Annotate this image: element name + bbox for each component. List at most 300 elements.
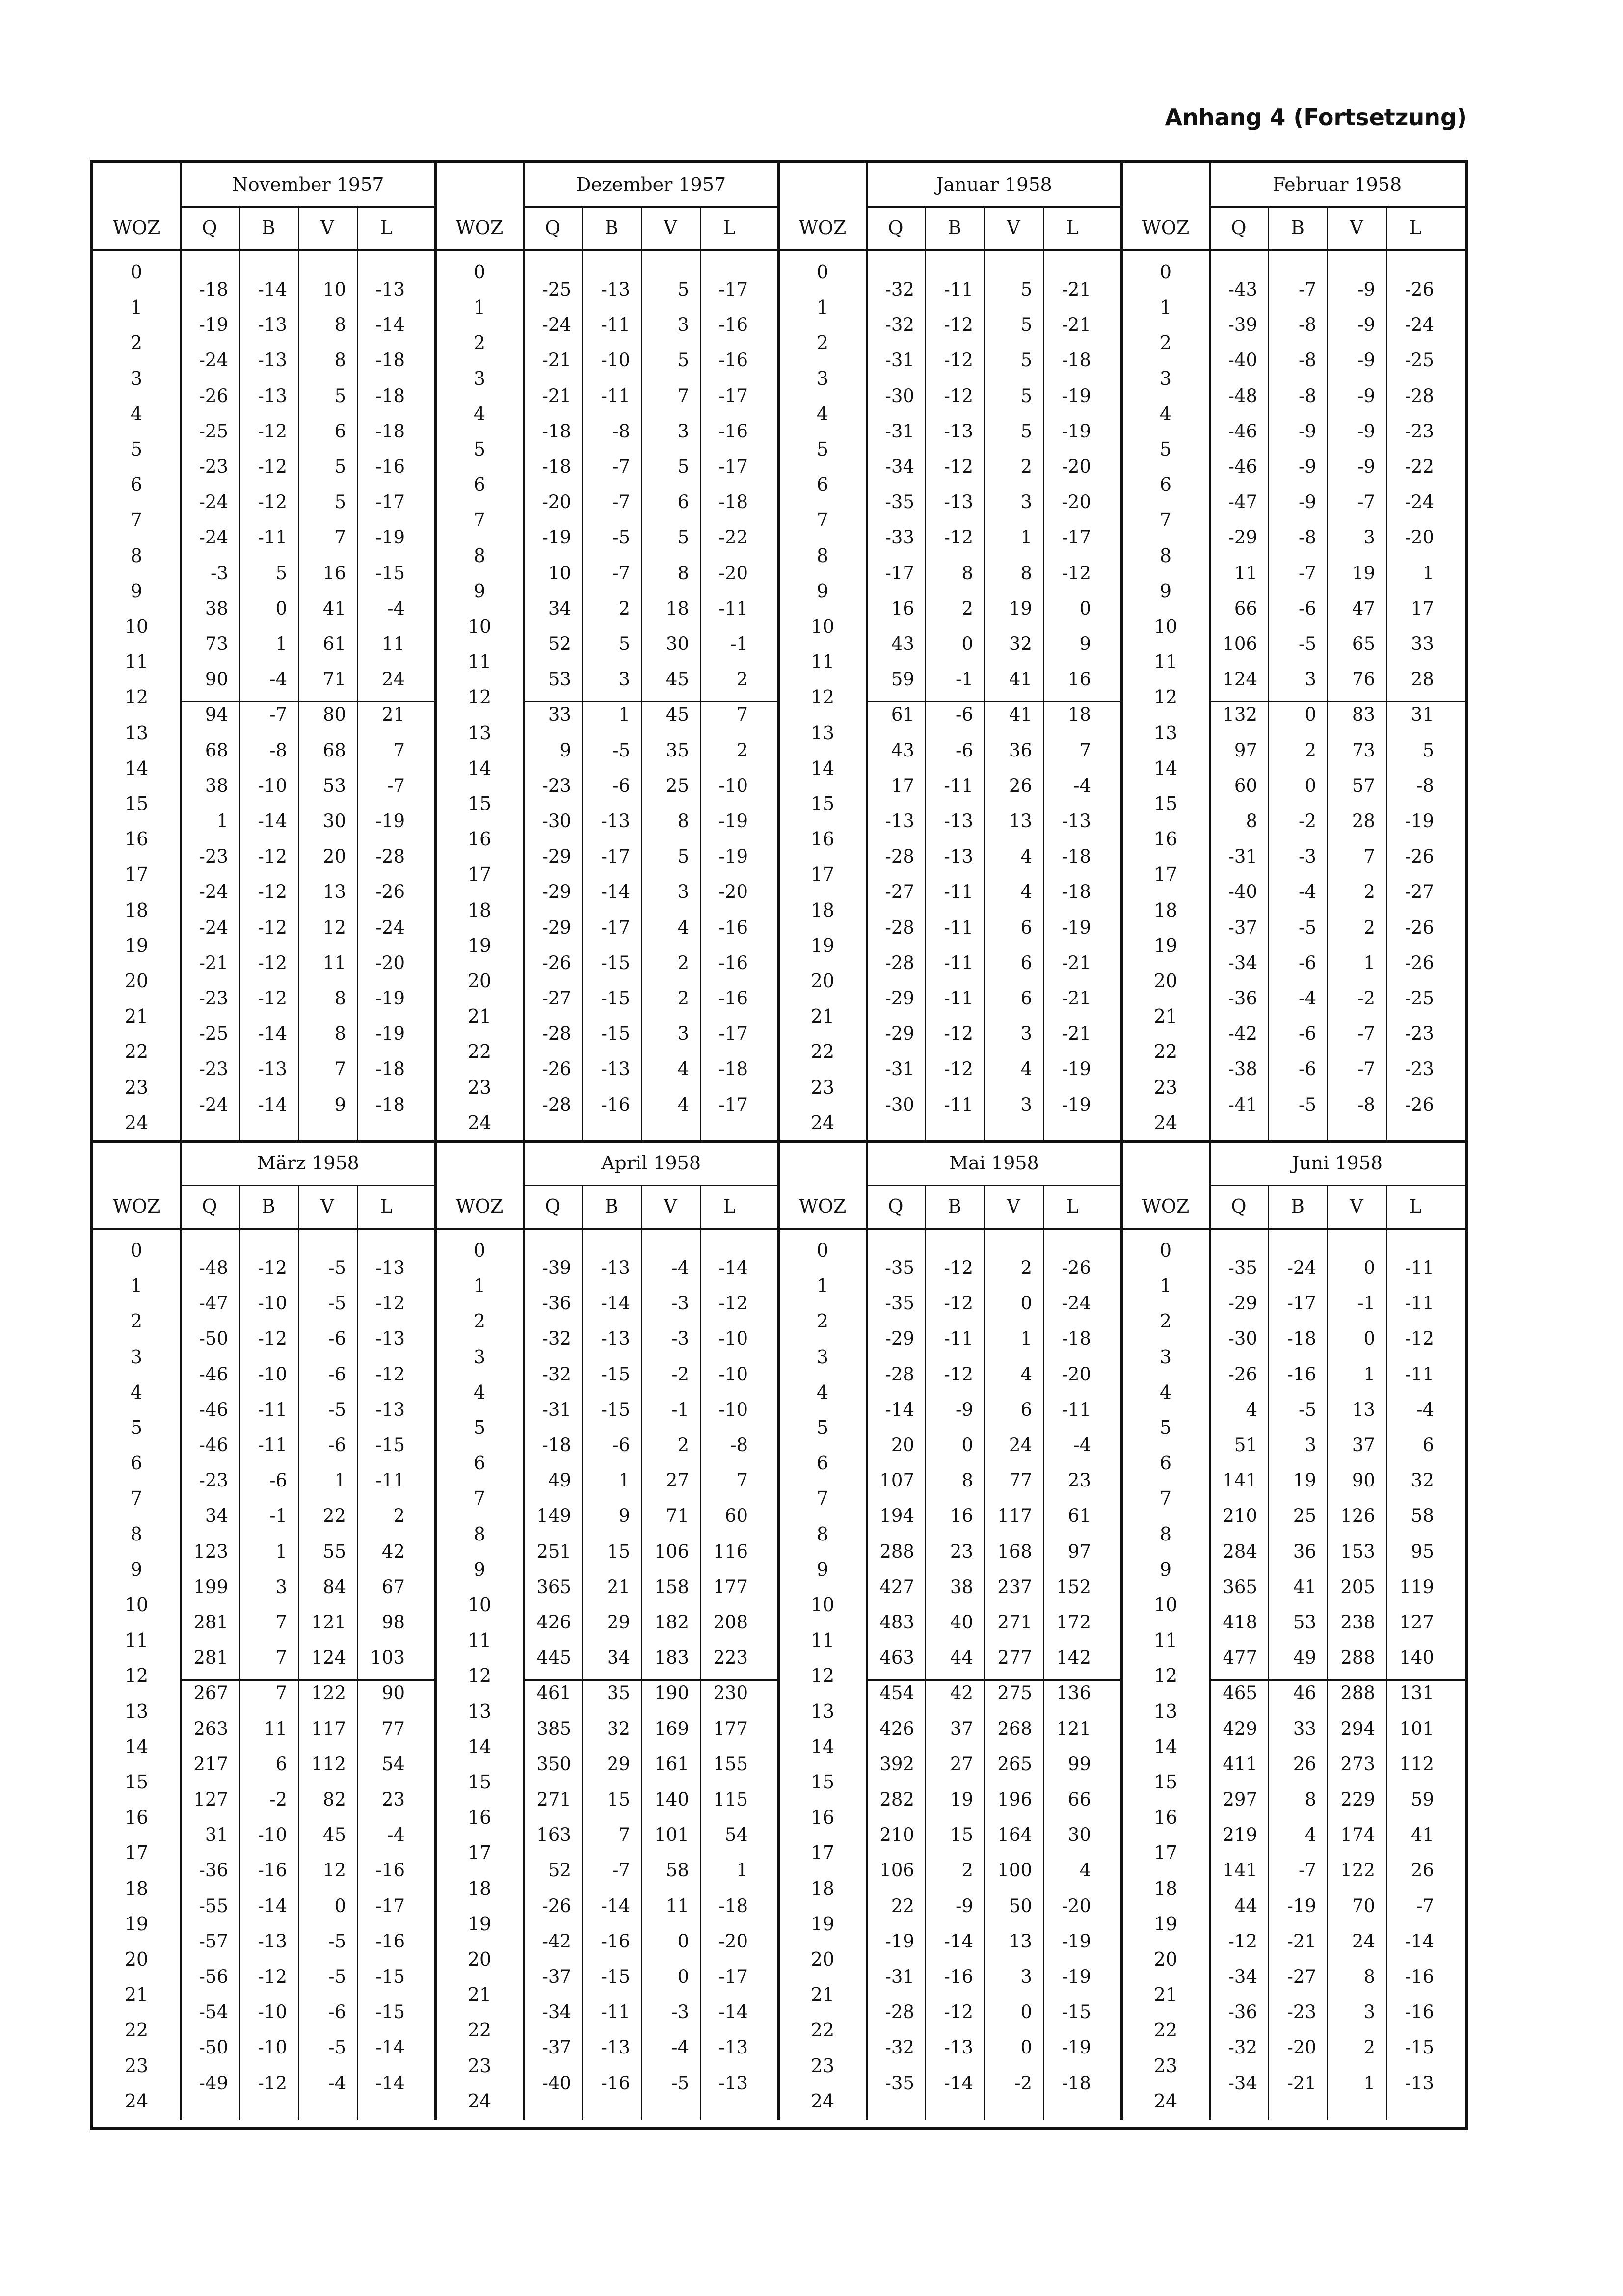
value-cell-q: -36 <box>542 1293 571 1314</box>
column-header-b: B <box>605 1195 618 1217</box>
value-cell-v: 4 <box>1020 1363 1032 1385</box>
value-cell-q: -34 <box>885 456 914 477</box>
value-cell-l: -16 <box>718 917 748 938</box>
value-cell-q: -56 <box>199 1966 228 1987</box>
value-cell-v: 57 <box>1352 775 1375 796</box>
value-cell-v: 90 <box>1352 1470 1375 1491</box>
value-cell-b: -14 <box>944 2072 973 2094</box>
value-cell-v: 196 <box>997 1789 1032 1810</box>
value-cell-q: 418 <box>1223 1612 1257 1633</box>
value-cell-q: 11 <box>1234 562 1257 584</box>
value-cell-l: -14 <box>1405 1930 1434 1952</box>
value-cell-b: 38 <box>950 1576 973 1597</box>
value-cell-q: -23 <box>542 775 571 796</box>
value-cell-l: -11 <box>718 597 748 619</box>
value-cell-b: -13 <box>944 810 973 832</box>
hour-label: 0 <box>1159 1240 1172 1261</box>
hour-label: 4 <box>816 1381 829 1403</box>
value-cell-v: 7 <box>334 527 346 548</box>
hour-label: 0 <box>473 1240 486 1261</box>
value-cell-q: -21 <box>542 350 571 371</box>
value-cell-b: 29 <box>607 1753 630 1775</box>
hour-label: 18 <box>124 899 149 921</box>
value-cell-l: -18 <box>375 420 405 442</box>
value-cell-l: -11 <box>375 1470 405 1491</box>
hour-label: 19 <box>810 934 835 956</box>
value-cell-l: -23 <box>1405 1058 1434 1080</box>
value-cell-b: -5 <box>1298 633 1316 654</box>
value-cell-q: -31 <box>542 1399 571 1420</box>
value-cell-v: 3 <box>1020 1966 1032 1987</box>
hour-label: 17 <box>810 864 835 886</box>
value-cell-q: 132 <box>1223 704 1257 726</box>
column-header-woz: WOZ <box>455 217 504 239</box>
value-cell-v: -5 <box>328 1930 346 1952</box>
value-cell-b: -12 <box>258 1257 287 1278</box>
value-cell-q: -26 <box>542 952 571 973</box>
value-cell-v: 126 <box>1340 1505 1375 1527</box>
value-cell-b: 3 <box>1304 1434 1316 1456</box>
value-cell-v: 0 <box>1020 1293 1032 1314</box>
hour-label: 12 <box>124 1665 149 1687</box>
value-cell-b: -12 <box>944 527 973 548</box>
hour-label: 12 <box>467 1665 492 1687</box>
hour-label: 24 <box>124 1111 149 1134</box>
hour-label: 13 <box>810 722 835 744</box>
column-header-b: B <box>262 1195 275 1217</box>
value-cell-q: -37 <box>542 1966 571 1987</box>
header-underline <box>779 249 1122 251</box>
hour-label: 18 <box>810 1877 835 1899</box>
value-cell-q: 271 <box>536 1789 571 1810</box>
value-cell-l: 42 <box>381 1540 405 1562</box>
value-cell-v: 4 <box>1020 1058 1032 1080</box>
value-cell-v: 24 <box>1009 1434 1032 1456</box>
value-cell-q: -23 <box>199 846 228 867</box>
value-cell-v: 8 <box>1363 1966 1375 1987</box>
value-cell-q: -17 <box>885 562 914 584</box>
hour-label: 11 <box>124 651 149 673</box>
value-cell-q: -26 <box>199 385 228 406</box>
value-cell-b: 53 <box>1293 1612 1316 1633</box>
value-cell-b: -12 <box>258 1328 287 1350</box>
hour-label: 14 <box>1153 1735 1178 1757</box>
value-cell-l: -20 <box>1062 1895 1091 1917</box>
value-cell-v: 7 <box>1363 846 1375 867</box>
value-cell-v: 268 <box>997 1718 1032 1739</box>
value-cell-b: -4 <box>1298 988 1316 1009</box>
value-cell-b: 40 <box>950 1612 973 1633</box>
value-cell-b: 3 <box>618 669 630 690</box>
value-cell-b: -10 <box>258 2037 287 2058</box>
value-cell-l: 24 <box>381 669 405 690</box>
value-cell-b: -13 <box>944 491 973 513</box>
value-cell-v: 65 <box>1352 633 1375 654</box>
value-cell-v: 5 <box>677 456 689 477</box>
value-cell-b: -8 <box>1298 314 1316 336</box>
hour-label: 16 <box>810 1807 835 1829</box>
value-cell-b: -7 <box>612 1860 630 1881</box>
value-cell-l: -13 <box>375 1257 405 1278</box>
value-cell-v: 8 <box>677 810 689 832</box>
value-cell-q: 267 <box>193 1682 228 1704</box>
value-cell-v: 82 <box>322 1789 346 1810</box>
value-cell-v: 7 <box>677 385 689 406</box>
hour-label: 20 <box>1153 1948 1178 1970</box>
value-cell-b: -15 <box>601 1363 630 1385</box>
value-cell-l: 112 <box>1399 1753 1434 1775</box>
value-cell-q: -29 <box>1228 1293 1257 1314</box>
header-underline <box>1122 1228 1465 1230</box>
value-cell-q: -29 <box>542 881 571 903</box>
value-cell-l: -24 <box>1405 314 1434 336</box>
hour-label: 24 <box>1153 1111 1178 1134</box>
value-cell-q: 97 <box>1234 739 1257 761</box>
value-cell-v: -2 <box>671 1363 689 1385</box>
hour-label: 18 <box>1153 899 1178 921</box>
value-cell-b: -5 <box>1298 1399 1316 1420</box>
value-cell-v: 71 <box>322 669 346 690</box>
value-cell-v: 61 <box>322 633 346 654</box>
value-cell-l: 32 <box>1410 1470 1434 1491</box>
hour-label: 3 <box>1159 367 1172 389</box>
value-cell-l: -20 <box>718 881 748 903</box>
value-cell-v: 3 <box>1020 491 1032 513</box>
column-header-b: B <box>605 217 618 239</box>
value-cell-l: -22 <box>718 527 748 548</box>
value-cell-q: 1 <box>216 810 228 832</box>
value-cell-v: 182 <box>654 1612 689 1633</box>
hour-label: 22 <box>810 2019 835 2041</box>
value-cell-q: -30 <box>1228 1328 1257 1350</box>
value-cell-q: -32 <box>885 2037 914 2058</box>
value-cell-b: 44 <box>950 1647 973 1669</box>
value-cell-b: -11 <box>944 775 973 796</box>
value-cell-q: -46 <box>199 1363 228 1385</box>
header-underline <box>436 249 779 251</box>
hour-label: 5 <box>130 1417 143 1438</box>
value-cell-v: 5 <box>677 350 689 371</box>
value-cell-l: -18 <box>718 1058 748 1080</box>
value-cell-v: 161 <box>654 1753 689 1775</box>
value-cell-v: 5 <box>677 846 689 867</box>
value-cell-q: -29 <box>885 1023 914 1045</box>
value-cell-l: -10 <box>718 1328 748 1350</box>
value-cell-v: 2 <box>1363 917 1375 938</box>
value-cell-b: -17 <box>1287 1293 1316 1314</box>
value-cell-b: -12 <box>258 2072 287 2094</box>
value-cell-b: -5 <box>1298 917 1316 938</box>
value-cell-q: 52 <box>548 633 571 654</box>
value-cell-l: -12 <box>1062 562 1091 584</box>
value-cell-v: 9 <box>334 1094 346 1115</box>
value-cell-v: 5 <box>334 491 346 513</box>
value-cell-l: -13 <box>375 279 405 300</box>
value-cell-v: 2 <box>677 988 689 1009</box>
value-cell-b: -12 <box>944 1293 973 1314</box>
value-cell-v: -8 <box>1357 1094 1375 1115</box>
band-separator-line <box>93 1140 1465 1143</box>
month-title: Januar 1958 <box>936 174 1052 195</box>
value-cell-l: 97 <box>1067 1540 1091 1562</box>
value-cell-l: -18 <box>1062 350 1091 371</box>
hour-label: 17 <box>124 864 149 886</box>
page-heading: Anhang 4 (Fortsetzung) <box>1165 104 1467 131</box>
value-cell-l: -18 <box>1062 1328 1091 1350</box>
hour-label: 3 <box>473 367 486 389</box>
value-cell-l: -18 <box>1062 846 1091 867</box>
value-cell-b: 0 <box>1304 704 1316 726</box>
hour-label: 6 <box>816 1452 829 1474</box>
value-cell-q: -31 <box>885 350 914 371</box>
value-cell-b: 42 <box>950 1682 973 1704</box>
hour-label: 11 <box>810 651 835 673</box>
column-header-v: V <box>1350 1195 1363 1217</box>
value-cell-l: -18 <box>1062 2072 1091 2094</box>
value-cell-l: -19 <box>1062 1058 1091 1080</box>
value-cell-b: -9 <box>1298 456 1316 477</box>
value-cell-b: -17 <box>601 917 630 938</box>
value-cell-l: -18 <box>375 385 405 406</box>
value-cell-l: -24 <box>1062 1293 1091 1314</box>
hour-label: 19 <box>467 934 492 956</box>
value-cell-v: 3 <box>677 881 689 903</box>
value-cell-q: -50 <box>199 2037 228 2058</box>
value-cell-q: 463 <box>879 1647 914 1669</box>
value-cell-b: 33 <box>1293 1718 1316 1739</box>
value-cell-l: -14 <box>718 1257 748 1278</box>
hour-label: 21 <box>124 1005 149 1027</box>
value-cell-v: 35 <box>665 739 689 761</box>
value-cell-q: -31 <box>885 1058 914 1080</box>
value-cell-b: -8 <box>612 420 630 442</box>
value-cell-q: 149 <box>536 1505 571 1527</box>
value-cell-q: -50 <box>199 1328 228 1350</box>
value-cell-v: 5 <box>677 527 689 548</box>
value-cell-l: 177 <box>713 1576 748 1597</box>
value-cell-b: -6 <box>269 1470 287 1491</box>
hour-label: 8 <box>130 1523 143 1545</box>
value-cell-b: -3 <box>1298 846 1316 867</box>
hour-label: 1 <box>130 297 143 319</box>
value-cell-q: 427 <box>879 1576 914 1597</box>
hour-label: 2 <box>816 332 829 354</box>
value-cell-q: 465 <box>1223 1682 1257 1704</box>
hour-label: 13 <box>124 1700 149 1722</box>
value-cell-l: 99 <box>1067 1753 1091 1775</box>
value-cell-l: -19 <box>718 846 748 867</box>
hour-label: 14 <box>124 1735 149 1757</box>
value-cell-b: -7 <box>1298 279 1316 300</box>
hour-label: 12 <box>1153 1665 1178 1687</box>
value-cell-q: -31 <box>1228 846 1257 867</box>
value-cell-v: 3 <box>1363 527 1375 548</box>
column-header-v: V <box>1007 1195 1020 1217</box>
value-cell-l: -16 <box>718 350 748 371</box>
value-cell-l: 136 <box>1056 1682 1091 1704</box>
value-cell-l: -19 <box>1062 917 1091 938</box>
value-cell-l: -13 <box>718 2072 748 2094</box>
hour-label: 13 <box>124 722 149 744</box>
value-cell-q: -32 <box>885 279 914 300</box>
hour-label: 3 <box>130 367 143 389</box>
value-cell-l: -13 <box>375 1399 405 1420</box>
value-cell-b: -11 <box>944 952 973 973</box>
value-cell-q: -18 <box>199 279 228 300</box>
value-cell-v: 5 <box>1020 279 1032 300</box>
value-cell-l: -4 <box>1073 1434 1091 1456</box>
value-cell-q: 34 <box>548 597 571 619</box>
value-cell-b: -8 <box>269 739 287 761</box>
hour-label: 8 <box>473 544 486 567</box>
value-cell-q: -42 <box>542 1930 571 1952</box>
value-cell-q: -34 <box>542 2001 571 2023</box>
hour-label: 11 <box>810 1629 835 1651</box>
value-cell-l: -12 <box>375 1363 405 1385</box>
hour-label: 17 <box>467 1842 492 1864</box>
value-cell-v: 5 <box>1020 314 1032 336</box>
hour-label: 24 <box>1153 2090 1178 2112</box>
hour-label: 15 <box>810 793 835 814</box>
hour-label: 21 <box>810 1984 835 2006</box>
value-cell-b: -6 <box>955 739 973 761</box>
value-cell-v: 2 <box>1020 1257 1032 1278</box>
value-cell-b: 27 <box>950 1753 973 1775</box>
value-cell-q: -28 <box>542 1023 571 1045</box>
value-cell-b: -16 <box>601 2072 630 2094</box>
value-cell-l: -15 <box>1405 2037 1434 2058</box>
hour-label: 23 <box>467 1076 492 1098</box>
value-cell-b: -15 <box>601 1023 630 1045</box>
hour-label: 24 <box>467 1111 492 1134</box>
hour-label: 1 <box>130 1275 143 1297</box>
value-cell-b: 26 <box>1293 1753 1316 1775</box>
value-cell-l: 6 <box>1422 1434 1434 1456</box>
value-cell-v: 122 <box>311 1682 346 1704</box>
value-cell-b: -11 <box>944 988 973 1009</box>
value-cell-q: -48 <box>1228 385 1257 406</box>
hour-label: 15 <box>1153 793 1178 814</box>
value-cell-v: -5 <box>328 1293 346 1314</box>
column-header-l: L <box>380 217 393 239</box>
value-cell-l: 142 <box>1056 1647 1091 1669</box>
value-cell-l: 41 <box>1410 1824 1434 1846</box>
value-cell-q: 66 <box>1234 597 1257 619</box>
hour-label: 14 <box>810 757 835 779</box>
value-cell-b: -12 <box>258 491 287 513</box>
hour-label: 16 <box>467 828 492 850</box>
value-cell-v: 190 <box>654 1682 689 1704</box>
value-cell-b: 0 <box>961 1434 973 1456</box>
value-cell-b: -24 <box>1287 1257 1316 1278</box>
value-cell-b: -12 <box>944 1023 973 1045</box>
hour-label: 5 <box>1159 438 1172 460</box>
value-cell-b: -11 <box>944 881 973 903</box>
value-cell-l: -26 <box>1405 917 1434 938</box>
hour-label: 14 <box>467 757 492 779</box>
value-cell-b: -14 <box>944 1930 973 1952</box>
hour-label: 8 <box>1159 544 1172 567</box>
value-cell-q: -34 <box>1228 2072 1257 2094</box>
value-cell-l: 2 <box>393 1505 405 1527</box>
value-cell-l: 172 <box>1056 1612 1091 1633</box>
value-cell-q: -23 <box>199 1058 228 1080</box>
value-cell-v: -1 <box>671 1399 689 1420</box>
value-cell-b: -11 <box>601 314 630 336</box>
hour-label: 1 <box>816 1275 829 1297</box>
hour-label: 17 <box>1153 1842 1178 1864</box>
value-cell-v: 41 <box>1009 704 1032 726</box>
hour-label: 14 <box>124 757 149 779</box>
value-cell-l: -19 <box>1062 385 1091 406</box>
value-cell-v: 4 <box>1020 881 1032 903</box>
value-cell-b: -14 <box>601 881 630 903</box>
value-cell-v: 28 <box>1352 810 1375 832</box>
value-cell-b: 2 <box>1304 739 1316 761</box>
value-cell-b: -12 <box>258 1966 287 1987</box>
value-cell-b: -2 <box>269 1789 287 1810</box>
hour-label: 5 <box>473 438 486 460</box>
column-header-l: L <box>723 217 736 239</box>
hour-label: 10 <box>467 1594 492 1616</box>
value-cell-v: 13 <box>1352 1399 1375 1420</box>
header-underline <box>93 1228 436 1230</box>
column-header-q: Q <box>202 1195 217 1217</box>
value-cell-l: -17 <box>718 1966 748 1987</box>
hour-label: 6 <box>1159 1452 1172 1474</box>
value-cell-v: 2 <box>1020 456 1032 477</box>
hour-label: 4 <box>816 403 829 425</box>
value-cell-l: -27 <box>1405 881 1434 903</box>
value-cell-b: 0 <box>961 633 973 654</box>
midday-separator-line <box>523 1679 779 1681</box>
value-cell-l: 16 <box>1067 669 1091 690</box>
value-cell-q: -26 <box>542 1895 571 1917</box>
value-cell-q: -39 <box>1228 314 1257 336</box>
hour-label: 18 <box>810 899 835 921</box>
value-cell-l: -4 <box>1416 1399 1434 1420</box>
value-cell-l: 116 <box>713 1540 748 1562</box>
value-cell-q: -19 <box>542 527 571 548</box>
value-cell-q: -55 <box>199 1895 228 1917</box>
value-cell-q: -12 <box>1228 1930 1257 1952</box>
hour-label: 10 <box>467 616 492 637</box>
value-cell-v: 6 <box>1020 917 1032 938</box>
value-cell-b: 34 <box>607 1647 630 1669</box>
value-cell-v: 1 <box>1363 952 1375 973</box>
value-cell-q: -43 <box>1228 279 1257 300</box>
value-cell-v: -9 <box>1357 456 1375 477</box>
value-cell-l: -19 <box>1062 1094 1091 1115</box>
value-cell-b: -13 <box>944 846 973 867</box>
value-cell-b: -11 <box>944 917 973 938</box>
value-cell-v: 112 <box>311 1753 346 1775</box>
value-cell-b: -13 <box>944 420 973 442</box>
value-cell-l: -26 <box>1405 846 1434 867</box>
value-cell-v: -5 <box>328 1399 346 1420</box>
column-header-v: V <box>1007 217 1020 239</box>
value-cell-b: 7 <box>618 1824 630 1846</box>
value-cell-b: 7 <box>275 1647 287 1669</box>
value-cell-b: -7 <box>1298 562 1316 584</box>
value-cell-q: -36 <box>1228 2001 1257 2023</box>
column-header-q: Q <box>1231 217 1247 239</box>
value-cell-v: 8 <box>334 350 346 371</box>
value-cell-l: 208 <box>713 1612 748 1633</box>
value-cell-q: -57 <box>199 1930 228 1952</box>
value-cell-q: -24 <box>199 917 228 938</box>
value-cell-v: 70 <box>1352 1895 1375 1917</box>
